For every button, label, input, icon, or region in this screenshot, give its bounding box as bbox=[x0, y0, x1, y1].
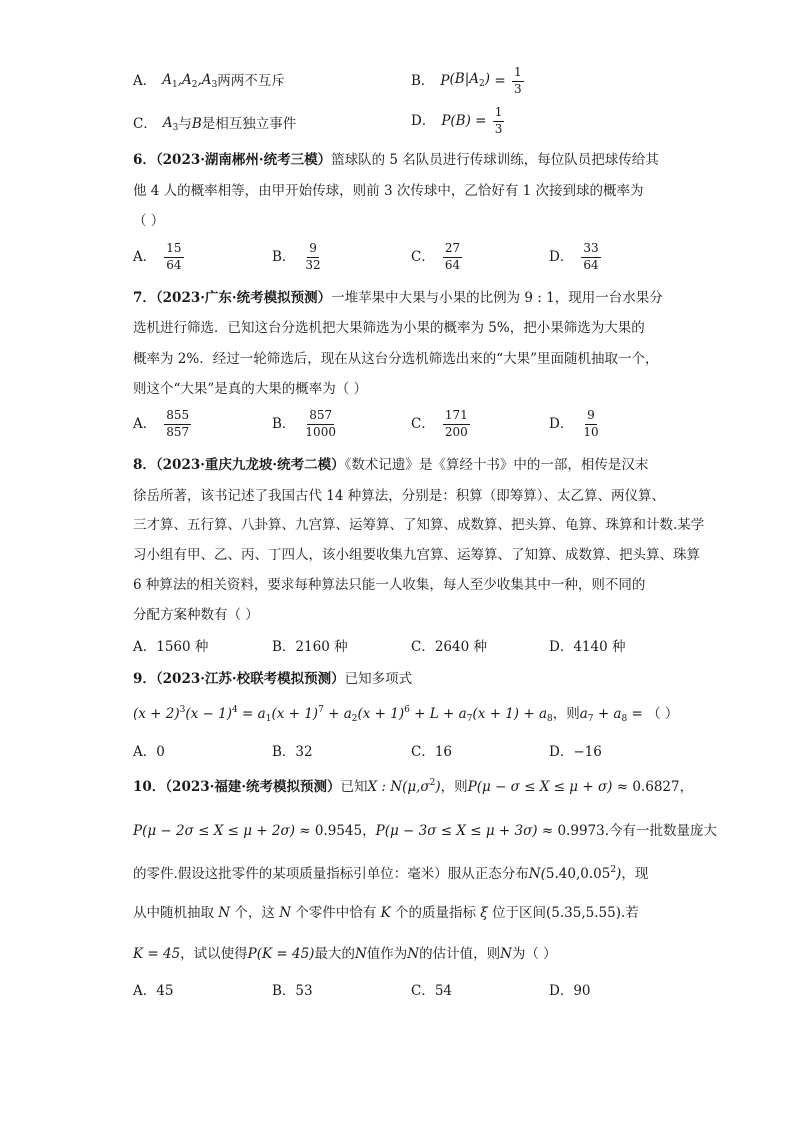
q8-line5: 6 种算法的相关资料，要求每种算法只能一人收集，每人至少收集其中一种，则不同的 bbox=[133, 577, 646, 593]
q6-option-d: D． $\frac{33}{64}$ bbox=[549, 241, 599, 272]
q9-formula: $(x + 2)^3(x - 1)^4 = a_1(x + 1)^7 + a_2(x + 1)^6 + L + a_7(x + 1) + a_8$，则$a_7 + a_8$ = （ ） bbox=[133, 705, 679, 724]
q8-option-a: A．1560 种 bbox=[133, 639, 209, 655]
q8-line6: 分配方案种数有（ ） bbox=[133, 607, 259, 623]
fraction: $\frac{1}{3}$ bbox=[494, 105, 503, 136]
question-source: （2023·江苏·校联考模拟预测） bbox=[155, 671, 345, 687]
q10-line2: P(μ − 2σ ≤ X ≤ μ + 2σ) ≈ 0.9545，P(μ − 3σ ≤ X ≤ μ + 3σ) ≈ 0.9973.今有一批数量庞大 bbox=[133, 823, 718, 839]
q7-line1 bbox=[133, 292, 663, 306]
question-text: 篮球队的 5 名队员进行传球训练，每位队员把球传给其 bbox=[331, 152, 659, 168]
q6-option-a: A． $\frac{15}{64}$ bbox=[133, 241, 182, 272]
q10-line5: K = 45，试以使得P(K = 45)最大的N值作为N的估计值，则N为（ ） bbox=[133, 946, 557, 962]
q8-line3: 三才算、五行算、八卦算、九宫算、运筹算、了知算、成数算、把头算、龟算、珠算和计数.某学 bbox=[133, 517, 705, 533]
question-text: 已知多项式 bbox=[344, 671, 413, 687]
q5-option-d: D． P(B) = $\frac{1}{3}$ bbox=[411, 105, 503, 136]
question-source: （2023·广东·统考模拟预测） bbox=[155, 290, 332, 306]
q10-line1: 10．（2023·福建·统考模拟预测）已知X : $N(\mu,\sigma^2)$，则P(μ − σ ≤ X ≤ μ + σ) ≈ 0.6827， bbox=[133, 778, 694, 795]
q9-option-a: A．0 bbox=[133, 744, 165, 760]
q7-option-c: C． $\frac{171}{200}$ bbox=[411, 408, 468, 439]
q10-line3: 的零件.假设这批零件的某项质量指标引单位：毫米）服从正态分布N(5.40,0.05$^2$)，现 bbox=[133, 865, 649, 882]
q9-line1 bbox=[133, 673, 412, 687]
q10-option-b: B．53 bbox=[272, 983, 313, 999]
option-label: A． bbox=[133, 73, 157, 90]
q7-line4: 则这个“大果”是真的大果的概率为（ ） bbox=[133, 381, 368, 397]
question-source: （2023·重庆九龙坡·统考二模） bbox=[155, 457, 345, 473]
q8-line2: 徐岳所著，该书记述了我国古代 14 种算法，分别是：积算（即筹算）、太乙算、两仪算、 bbox=[133, 488, 666, 504]
question-number: 6． bbox=[133, 152, 156, 168]
q6-line3: （ ） bbox=[133, 213, 165, 229]
option-label: C． bbox=[133, 116, 157, 133]
q9-option-c: C．16 bbox=[411, 744, 453, 760]
option-label: B． bbox=[411, 72, 435, 89]
question-text: 一堆苹果中大果与小果的比例为 9 : 1，现用一台水果分 bbox=[331, 290, 663, 306]
question-source: （2023·湖南郴州·统考三模） bbox=[155, 152, 332, 168]
q8-line1 bbox=[133, 459, 648, 473]
q7-line2: 选机进行筛选．已知这台分选机把大果筛选为小果的概率为 5%，把小果筛选为大果的 bbox=[133, 320, 645, 336]
q10-option-c: C．54 bbox=[411, 983, 453, 999]
fraction: $\frac{1}{3}$ bbox=[513, 65, 522, 96]
q7-option-a: A． $\frac{855}{857}$ bbox=[133, 408, 190, 439]
q8-option-b: B．2160 种 bbox=[272, 639, 348, 655]
q7-line3: 概率为 2%．经过一轮筛选后，现在从这台分选机筛选出来的“大果”里面随机抽取一个， bbox=[133, 351, 659, 367]
q7-option-b: B． $\frac{857}{1000}$ bbox=[272, 408, 336, 439]
option-label: D． bbox=[411, 112, 436, 129]
q6-option-c: C． $\frac{27}{64}$ bbox=[411, 241, 461, 272]
q7-option-d: D． $\frac{9}{10}$ bbox=[549, 408, 599, 439]
q9-option-b: B．32 bbox=[272, 744, 313, 760]
q6-line2: 他 4 人的概率相等，由甲开始传球，则前 3 次传球中，乙恰好有 1 次接到球的概率为 bbox=[133, 183, 644, 199]
option-text: 是相互独立事件 bbox=[201, 116, 297, 133]
q10-option-a: A．45 bbox=[133, 983, 174, 999]
question-number: 8． bbox=[133, 457, 156, 473]
q10-option-d: D．90 bbox=[549, 983, 591, 999]
q8-line4: 习小组有甲、乙、丙、丁四人，该小组要收集九宫算、运筹算、了知算、成数算、把头算、珠算 bbox=[133, 547, 700, 563]
option-text: 两两不互斥 bbox=[217, 73, 285, 90]
q5-option-a: A． $A_1,A_2,A_3$ 两两不互斥 bbox=[133, 72, 285, 90]
q6-option-b: B． $\frac{9}{32}$ bbox=[272, 241, 321, 272]
question-number: 7． bbox=[133, 290, 156, 306]
q6-line1 bbox=[133, 154, 659, 168]
question-number: 9． bbox=[133, 671, 156, 687]
q8-option-c: C．2640 种 bbox=[411, 639, 487, 655]
q5-option-b: B． P $(B|A_2)$ = $\frac{1}{3}$ bbox=[411, 65, 522, 96]
q8-option-d: D．4140 种 bbox=[549, 639, 626, 655]
question-text: 《数术记遗》是《算经十书》中的一部，相传是汉末 bbox=[344, 457, 649, 473]
q9-option-d: D．−16 bbox=[549, 744, 602, 760]
q10-line4: 从中随机抽取 N 个，这 N 个零件中恰有 K 个的质量指标 ξ 位于区间(5.35,5.55).若 bbox=[133, 905, 639, 921]
option-text: 与 bbox=[178, 116, 192, 133]
q5-option-c: C． $A_3$ 与 B 是相互独立事件 bbox=[133, 115, 297, 133]
